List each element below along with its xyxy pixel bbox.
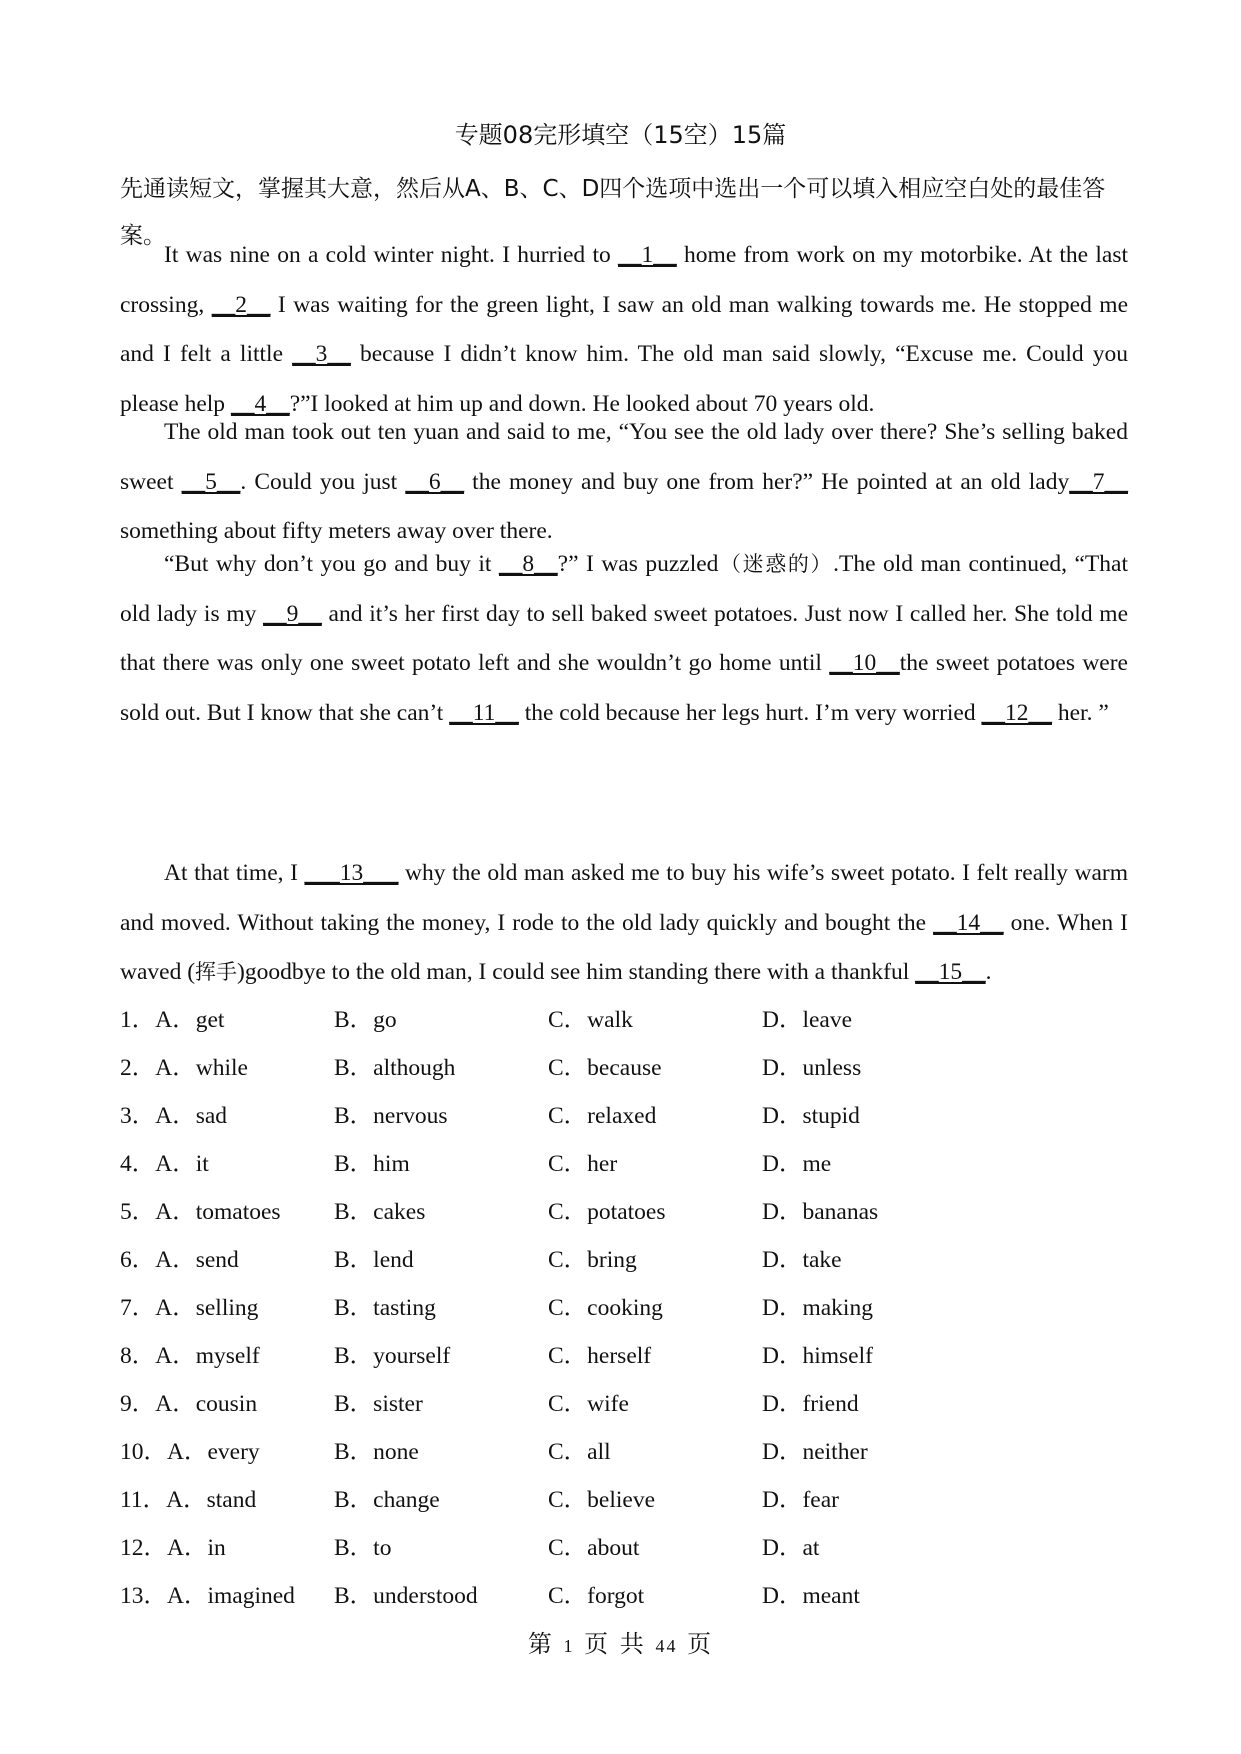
text: home from work on my motorbike. At the last crossing, [120, 242, 1129, 318]
option-row [120, 1048, 1120, 1088]
option-a: 12．A．in [120, 1535, 226, 1561]
text: because I didn’t know him. The old man said slowly, “Excuse me. Could you please help [120, 341, 1128, 417]
option-b: B．sister [334, 1391, 423, 1417]
option-row [120, 1192, 1120, 1232]
option-b: B．although [334, 1055, 456, 1081]
blank-6: __6__ [405, 468, 465, 495]
option-c: C．forgot [548, 1583, 645, 1609]
text: The old man took out ten yuan and said to me, “You see the old lady over there? She’s selling baked sweet [120, 419, 1128, 495]
footer-suffix: 页 [687, 1630, 714, 1658]
option-d: D．bananas [762, 1199, 879, 1225]
option-b: B．lend [334, 1247, 414, 1273]
option-d: D．leave [762, 1007, 853, 1033]
instructions: 先通读短文，掌握其大意，然后从A、B、C、D四个选项中选出一个可以填入相应空白处的最佳答案。 [120, 176, 1106, 249]
text: .The old man continued, “That old lady is my [120, 551, 1128, 627]
option-row [120, 1240, 1120, 1280]
blank-12: __12__ [981, 699, 1052, 726]
option-b: B．understood [334, 1583, 478, 1609]
option-b: B．nervous [334, 1103, 448, 1129]
option-d: D．take [762, 1247, 842, 1273]
option-d: D．friend [762, 1391, 859, 1417]
option-a: 8．A．myself [120, 1343, 260, 1369]
option-b: B．cakes [334, 1199, 426, 1225]
text: . Could you just [240, 468, 406, 495]
blank-7: __7__ [1069, 468, 1128, 495]
text: At that time, I [164, 860, 305, 886]
option-d: D．meant [762, 1583, 860, 1609]
option-b: B．him [334, 1151, 410, 1177]
page-number: 1 [563, 1636, 575, 1656]
option-b: B．change [334, 1487, 440, 1513]
option-row [120, 1480, 1120, 1520]
option-d: D．fear [762, 1487, 839, 1513]
passage-paragraph-2 [120, 408, 1128, 557]
document-title: 专题08完形填空（15空）15篇 [454, 121, 787, 149]
option-a: 2．A．while [120, 1055, 248, 1081]
option-c: C．potatoes [548, 1199, 666, 1225]
option-c: C．walk [548, 1007, 633, 1033]
option-a: 6．A．send [120, 1247, 239, 1273]
blank-9: __9__ [263, 600, 322, 627]
passage-paragraph-4 [120, 849, 1128, 998]
option-row [120, 1144, 1120, 1184]
text: It was nine on a cold winter night. I hurried to [164, 242, 619, 268]
gloss-text: （迷惑的） [718, 552, 834, 576]
option-a: 13．A．imagined [120, 1583, 295, 1609]
text: ?”I looked at him up and down. He looked about 70 years old. [289, 390, 875, 417]
option-row [120, 1336, 1120, 1376]
option-a: 3．A．sad [120, 1103, 228, 1129]
blank-4: __4__ [230, 390, 290, 417]
text: the cold because her legs hurt. I’m very worried [518, 699, 982, 726]
blank-8: __8__ [498, 551, 558, 577]
text: the sweet potatoes were sold out. But I know that she can’t [120, 650, 1128, 726]
blank-1: __1__ [618, 242, 677, 268]
blank-10: __10__ [829, 650, 900, 676]
option-d: D．himself [762, 1343, 873, 1369]
option-d: D．at [762, 1535, 820, 1561]
option-d: D．me [762, 1151, 832, 1177]
option-c: C．believe [548, 1487, 656, 1513]
option-row [120, 1576, 1120, 1616]
blank-11: __11__ [449, 699, 519, 726]
text: “But why don’t you go and buy it [164, 551, 499, 577]
option-a: 7．A．selling [120, 1295, 259, 1321]
page-footer [0, 1624, 1241, 1659]
text: something about fifty meters away over there. [120, 518, 553, 544]
option-row [120, 1096, 1120, 1136]
text: one. When I waved ( [120, 909, 1128, 985]
blank-3: __3__ [292, 341, 351, 367]
blank-13: ___13___ [304, 860, 399, 886]
blank-2: __2__ [211, 291, 271, 318]
option-row [120, 1288, 1120, 1328]
option-b: B．none [334, 1439, 419, 1465]
text: . [985, 959, 992, 985]
option-row [120, 1384, 1120, 1424]
passage-paragraph-3 [120, 540, 1128, 738]
option-c: C．about [548, 1535, 640, 1561]
footer-mid: 页 共 [584, 1630, 646, 1658]
text: why the old man asked me to buy his wife’s sweet potato. I felt really warm and moved. Without taking the money, I rode to the old lady quickly and bought the [120, 860, 1128, 936]
text: ?” I was puzzled [557, 551, 719, 577]
option-b: B．tasting [334, 1295, 436, 1321]
option-a: 5．A．tomatoes [120, 1199, 281, 1225]
option-c: C．wife [548, 1391, 629, 1417]
text: her. ” [1051, 699, 1109, 726]
option-b: B．go [334, 1007, 397, 1033]
text: the money and buy one from her?” He pointed at an old lady [464, 468, 1070, 495]
blank-5: __5__ [181, 468, 241, 495]
option-a: 9．A．cousin [120, 1391, 258, 1417]
option-b: B．to [334, 1535, 392, 1561]
option-c: C．because [548, 1055, 662, 1081]
option-c: C．her [548, 1151, 618, 1177]
text: )goodbye to the old man, I could see him standing there with a thankful [237, 959, 916, 985]
page-total: 44 [655, 1636, 678, 1656]
option-d: D．unless [762, 1055, 862, 1081]
footer-prefix: 第 [527, 1630, 554, 1658]
option-c: C．relaxed [548, 1103, 657, 1129]
option-c: C．cooking [548, 1295, 663, 1321]
option-d: D．making [762, 1295, 873, 1321]
blank-15: __15__ [915, 959, 986, 985]
option-a: 10．A．every [120, 1439, 260, 1465]
passage-paragraph-1 [120, 231, 1128, 429]
option-row [120, 1432, 1120, 1472]
option-row [120, 1528, 1120, 1568]
option-row [120, 1000, 1120, 1040]
gloss-text: 挥手 [195, 960, 238, 984]
option-c: C．bring [548, 1247, 637, 1273]
option-c: C．herself [548, 1343, 652, 1369]
option-a: 1．A．get [120, 1007, 225, 1033]
option-c: C．all [548, 1439, 611, 1465]
option-d: D．neither [762, 1439, 868, 1465]
option-a: 4．A．it [120, 1151, 209, 1177]
blank-14: __14__ [933, 909, 1004, 936]
option-d: D．stupid [762, 1103, 860, 1129]
option-b: B．yourself [334, 1343, 451, 1369]
option-a: 11．A．stand [120, 1487, 257, 1513]
text: I was waiting for the green light, I saw an old man walking towards me. He stopped me and I felt a little [120, 291, 1129, 367]
text: and it’s her first day to sell baked sweet potatoes. Just now I called her. She told me that there was only one sweet potato left and she wouldn’t go home until [120, 600, 1128, 676]
